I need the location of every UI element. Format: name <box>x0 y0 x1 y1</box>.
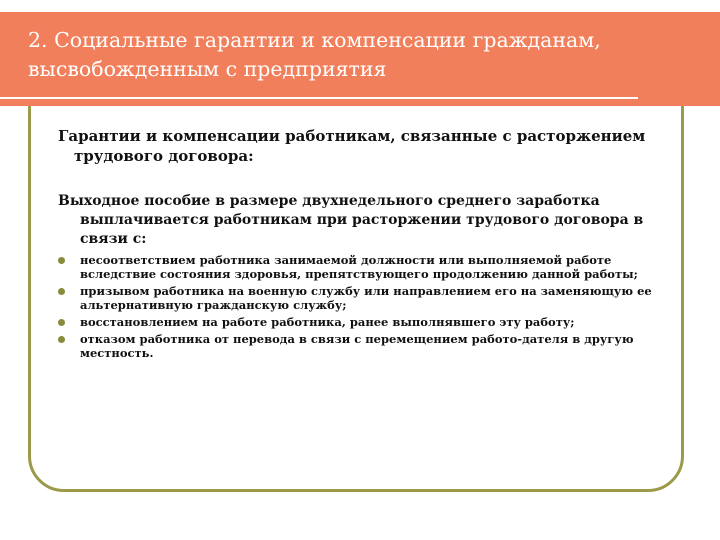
bullet-icon <box>58 257 65 264</box>
list-item <box>58 332 668 360</box>
bullet-icon <box>58 288 65 295</box>
slide-title-line2: высвобожденным с предприятия <box>28 57 387 81</box>
list-item-text: призывом работника на военную службу или направлением его на заменяющую ее альтернативную гражданскую службу; <box>80 284 652 312</box>
list-item <box>58 253 668 281</box>
slide-content <box>58 126 668 363</box>
list-item-text: восстановлением на работе работника, ранее выполнявшего эту работу; <box>80 315 575 329</box>
slide-title-line1: 2. Социальные гарантии и компенсации гражданам, <box>28 28 601 52</box>
slide-title <box>28 26 698 84</box>
list-item-text: несоответствием работника занимаемой должности или выполняемой работе вследствие состояния здоровья, препятствующего продолжению данной работы; <box>80 253 638 281</box>
conditions-list <box>58 253 668 360</box>
list-item <box>58 284 668 312</box>
lead-paragraph: Выходное пособие в размере двухнедельного среднего заработка выплачивается работникам при расторжении трудового договора в связи с: <box>58 193 644 247</box>
title-underline <box>0 97 638 99</box>
section-heading: Гарантии и компенсации работникам, связанные с расторжением трудового договора: <box>58 127 646 165</box>
list-item <box>58 315 668 329</box>
bullet-icon <box>58 319 65 326</box>
bullet-icon <box>58 336 65 343</box>
list-item-text: отказом работника от перевода в связи с перемещением работо-дателя в другую местность. <box>80 332 634 360</box>
